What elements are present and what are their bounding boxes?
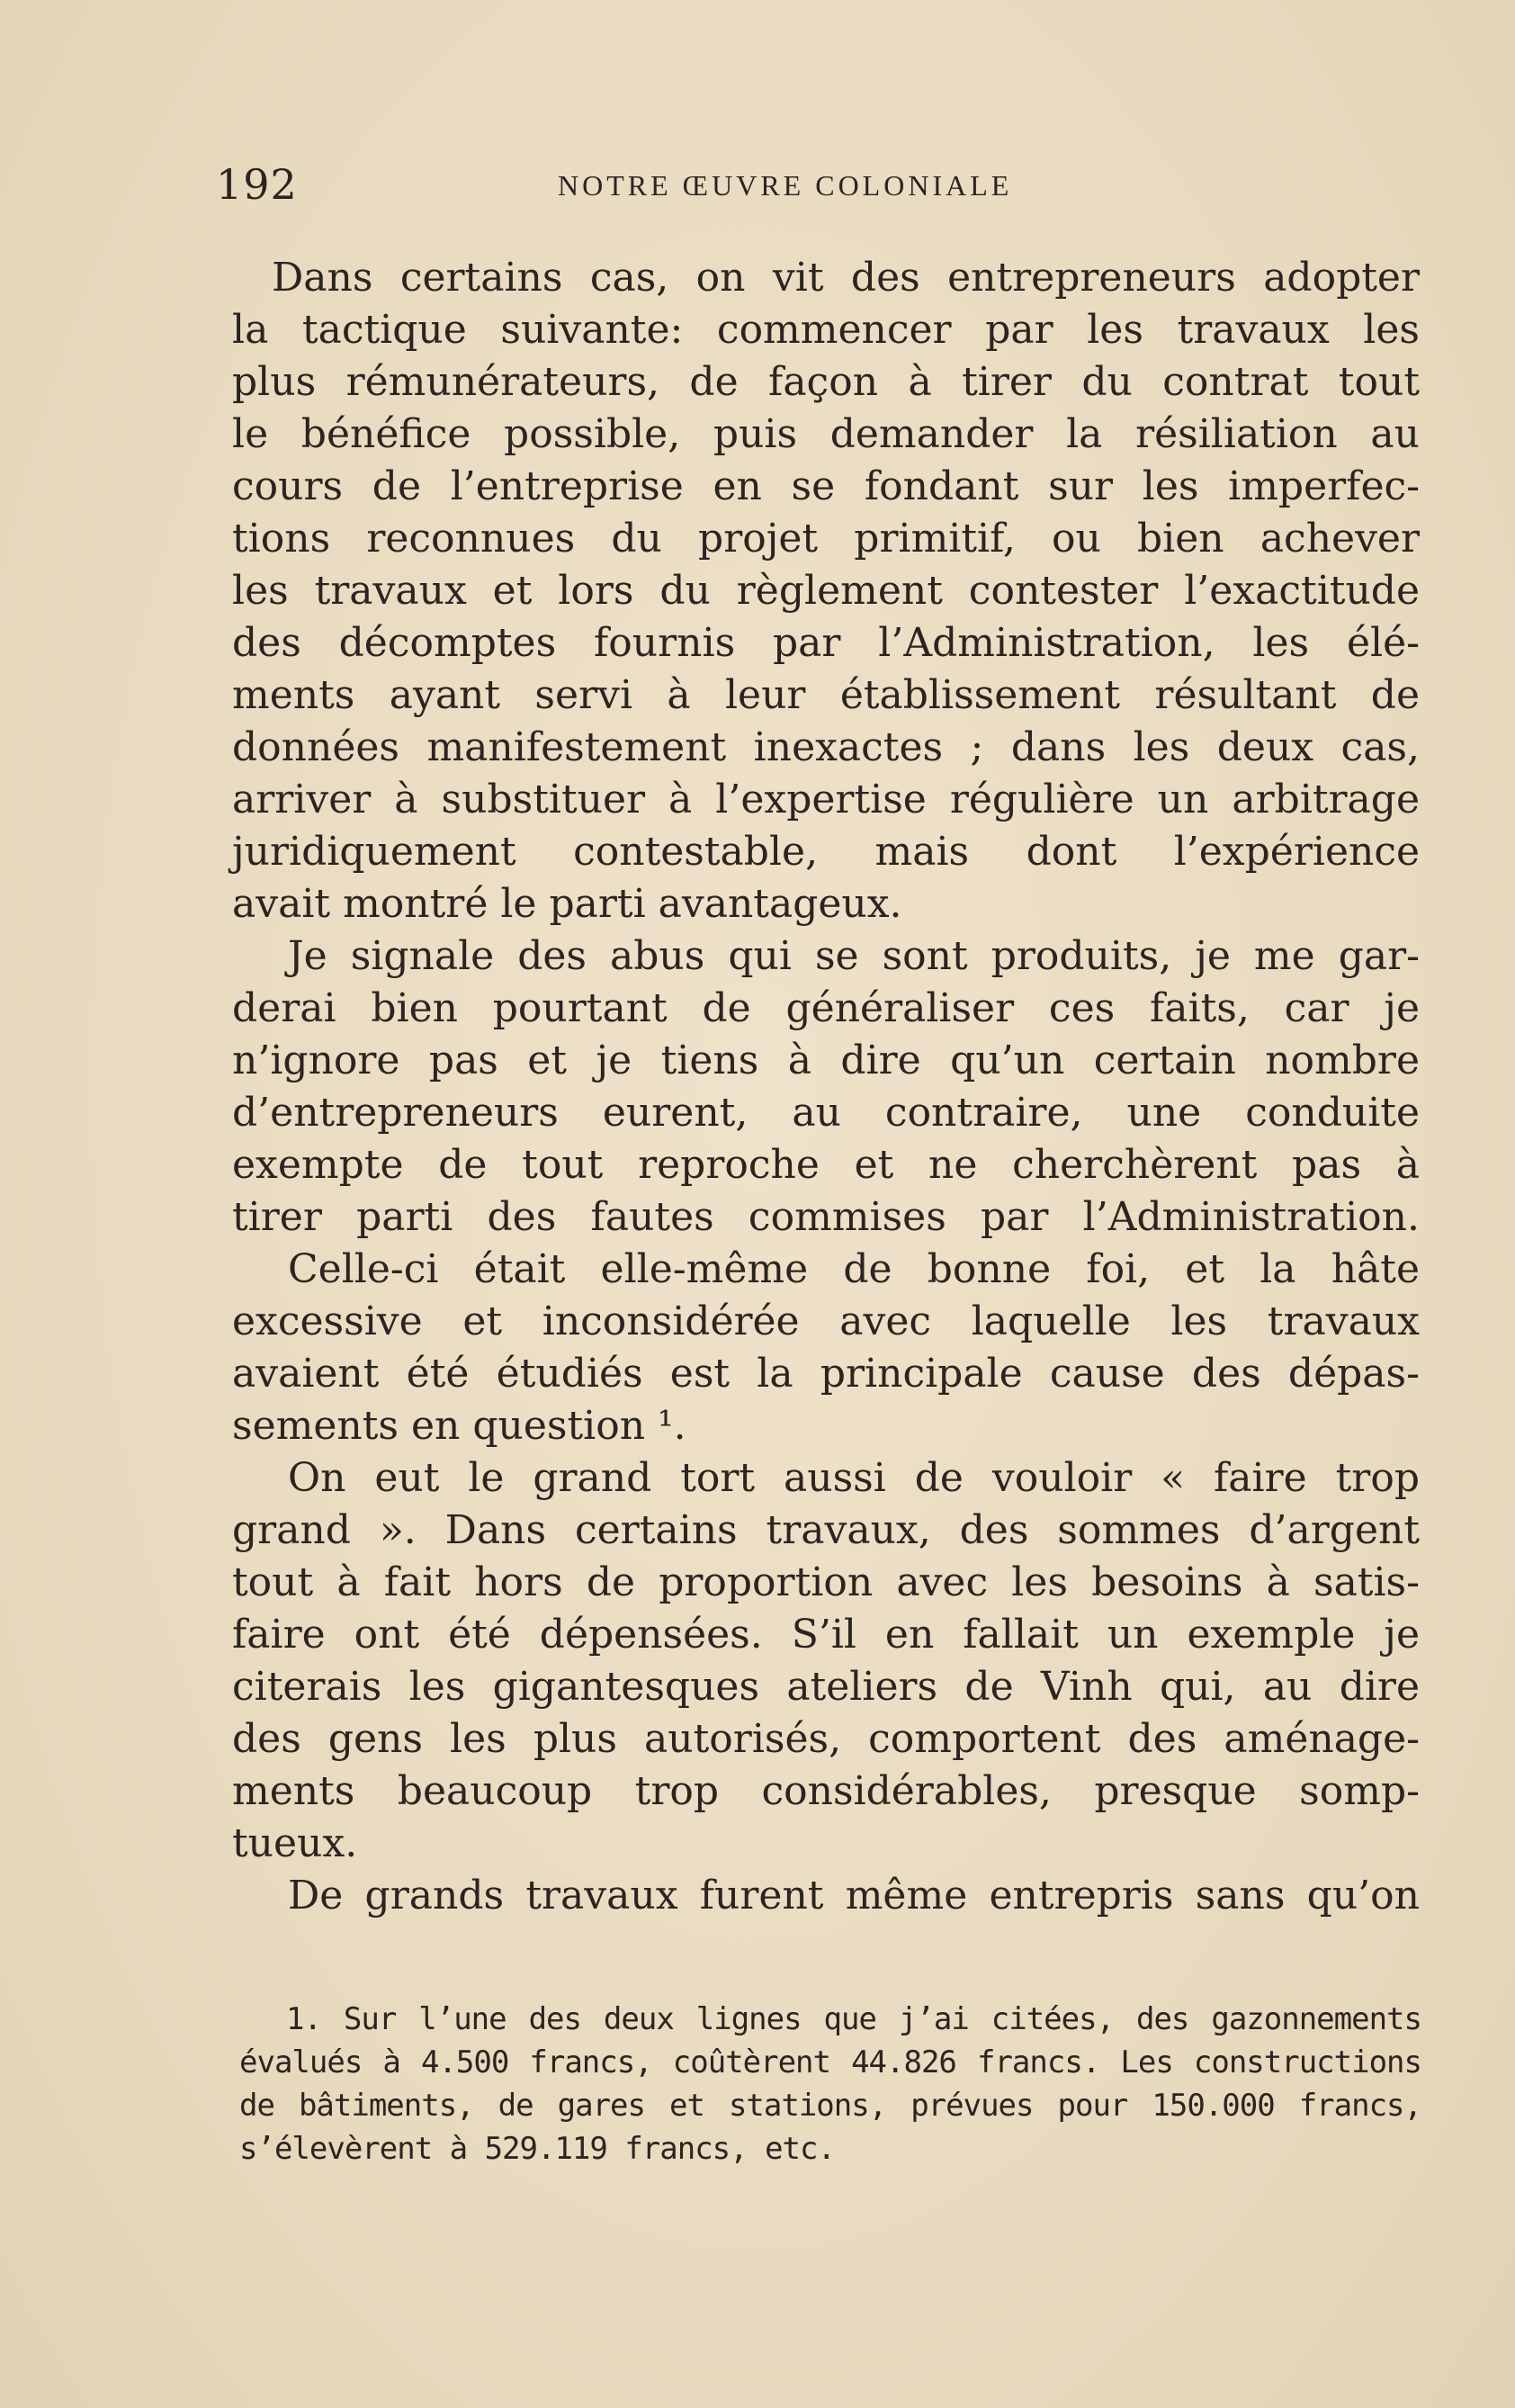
text-line: d’entrepreneurs eurent, au contraire, une conduite	[232, 1090, 1420, 1136]
text-line: données manifestement inexactes ; dans les deux cas,	[232, 724, 1420, 770]
text-line: Dans certains cas, on vit des entrepreneurs adopter	[272, 255, 1420, 301]
body-text	[232, 252, 1420, 1922]
text-line: n’ignore pas et je tiens à dire qu’un certain nombre	[232, 1038, 1420, 1083]
footnotes	[239, 1998, 1421, 2170]
footnote-line: s’élevèrent à 529.119 francs, etc.	[239, 2131, 835, 2167]
text-line: juridiquement contestable, mais dont l’expérience	[232, 829, 1420, 875]
text-line: tout à fait hors de proportion avec les besoins à satis-	[232, 1559, 1420, 1605]
text-line: des décomptes fournis par l’Administration, les élé-	[232, 620, 1420, 666]
text-line: tueux.	[232, 1820, 358, 1866]
text-line: plus rémunérateurs, de façon à tirer du contrat tout	[232, 359, 1420, 405]
footnote-line: de bâtiments, de gares et stations, prévues pour 150.000 francs,	[239, 2088, 1421, 2124]
text-line: des gens les plus autorisés, comportent des aménage-	[232, 1716, 1420, 1762]
text-line: arriver à substituer à l’expertise régulière un arbitrage	[232, 777, 1420, 822]
text-line: les travaux et lors du règlement contester l’exactitude	[232, 568, 1420, 614]
text-line: tirer parti des fautes commises par l’Administration.	[232, 1194, 1420, 1240]
text-line: ments ayant servi à leur établissement résultant de	[232, 672, 1420, 718]
text-line: ments beaucoup trop considérables, presque somp-	[232, 1768, 1420, 1814]
text-line: Je signale des abus qui se sont produits, je me gar-	[288, 933, 1420, 979]
text-line: cours de l’entreprise en se fondant sur les imperfec-	[232, 463, 1420, 509]
text-line: le bénéfice possible, puis demander la résiliation au	[232, 411, 1420, 457]
text-line: Celle-ci était elle-même de bonne foi, et la hâte	[288, 1246, 1420, 1292]
text-line: excessive et inconsidérée avec laquelle les travaux	[232, 1298, 1420, 1344]
text-line: avaient été étudiés est la principale cause des dépas-	[232, 1351, 1420, 1397]
text-line: exempte de tout reproche et ne cherchèrent pas à	[232, 1142, 1420, 1188]
text-line: la tactique suivante: commencer par les travaux les	[232, 307, 1420, 353]
footnote-line: évalués à 4.500 francs, coûtèrent 44.826 francs. Les constructions	[239, 2044, 1421, 2080]
text-line: citerais les gigantesques ateliers de Vinh qui, au dire	[232, 1664, 1420, 1710]
text-line: avait montré le parti avantageux.	[232, 881, 902, 927]
running-title: NOTRE ŒUVRE COLONIALE	[558, 169, 1013, 202]
text-line: derai bien pourtant de généraliser ces faits, car je	[232, 985, 1420, 1031]
text-line: faire ont été dépensées. S’il en fallait un exemple je	[232, 1612, 1420, 1658]
page-number: 192	[216, 160, 298, 209]
text-line: De grands travaux furent même entrepris sans qu’on	[288, 1873, 1420, 1918]
text-line: grand ». Dans certains travaux, des sommes d’argent	[232, 1507, 1420, 1553]
running-header	[216, 160, 1260, 214]
footnote-line: 1. Sur l’une des deux lignes que j’ai citées, des gazonnements	[286, 2001, 1421, 2037]
text-line: On eut le grand tort aussi de vouloir « faire trop	[288, 1455, 1420, 1501]
text-line: sements en question ¹.	[232, 1403, 686, 1449]
text-line: tions reconnues du projet primitif, ou bien achever	[232, 516, 1420, 562]
